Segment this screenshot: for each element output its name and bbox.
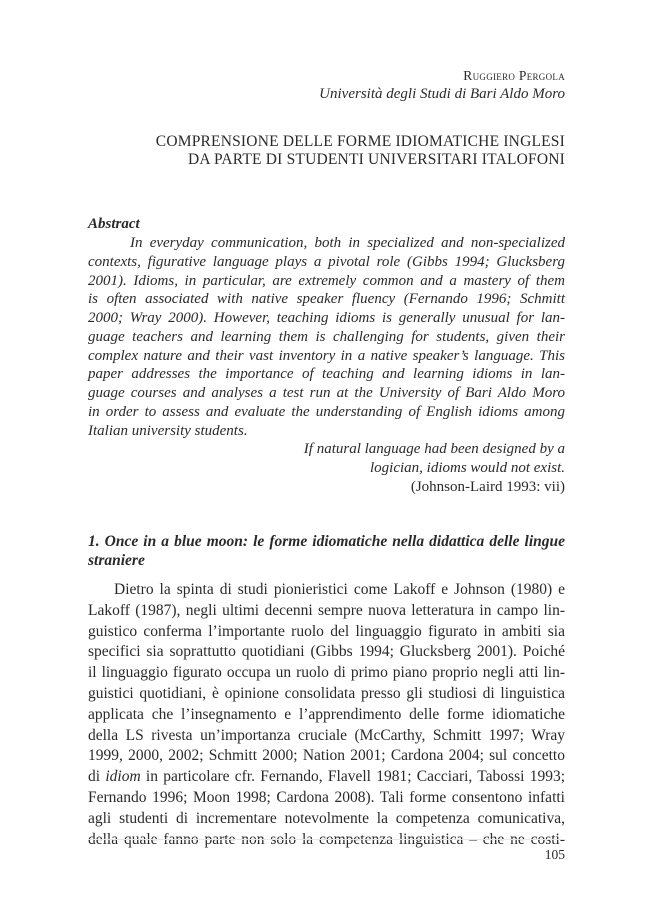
abstract-line: 2000; Wray 2000). However, teaching idioms is generally unusual for lan- <box>88 310 565 326</box>
body-line <box>88 767 565 788</box>
epigraph-line: If natural language had been designed by a <box>303 441 565 457</box>
section-body <box>88 580 565 850</box>
body-line: il linguaggio figurato occupa un ruolo di primo piano proprio negli atti lin- <box>88 664 565 682</box>
abstract-line: contexts, figurative language plays a pivotal role (Gibbs 1994; Glucksberg <box>88 253 565 270</box>
body-line: guistico conferma l’importante ruolo del linguaggio figurato in ambiti sia <box>88 622 565 640</box>
abstract-line: guage courses and analyses a test run at the University of Bari Aldo Moro <box>88 385 565 401</box>
section-heading-line: straniere <box>88 552 145 569</box>
section-heading-line: 1. Once in a blue moon: le forme idiomatiche nella didattica delle lingue <box>88 533 565 550</box>
author-name: Ruggiero Pergola <box>463 68 565 83</box>
italic-term: idiom <box>105 768 141 786</box>
body-line: della quale fanno parte non solo la competenza linguistica – che ne costi- <box>88 830 565 848</box>
epigraph <box>265 440 565 497</box>
section-heading <box>88 532 565 570</box>
paper-page <box>88 0 565 910</box>
abstract-text <box>88 234 565 440</box>
author-affiliation: Università degli Studi di Bari Aldo Moro <box>319 86 565 102</box>
abstract-line: paper addresses the importance of teaching and learning idioms in lan- <box>88 366 565 383</box>
abstract-line: is often associated with native speaker fluency (Fernando 1996; Schmitt <box>88 291 565 308</box>
abstract-line: complex nature and their vast inventory in a native speaker’s language. This <box>88 347 565 364</box>
abstract-line: Italian university students. <box>88 422 248 439</box>
abstract-line: guage teachers and learning them is challenging for students, given their <box>88 328 565 345</box>
body-line: Dietro la spinta di studi pionieristici come Lakoff e Johnson (1980) e <box>114 581 565 598</box>
title-line: COMPRENSIONE DELLE FORME IDIOMATICHE INGLESI <box>155 133 565 150</box>
body-line: della LS rivesta un’importanza cruciale (McCarthy, Schmitt 1997; Wray <box>88 726 565 744</box>
abstract-heading: Abstract <box>88 216 140 232</box>
title-line: DA PARTE DI STUDENTI UNIVERSITARI ITALOFONI <box>187 151 565 168</box>
page-number: 105 <box>544 847 565 862</box>
body-line: Fernando 1996; Moon 1998; Cardona 2008). Tali forme consentono infatti <box>88 788 565 806</box>
abstract-line: in order to assess and evaluate the understanding of English idioms among <box>88 403 565 420</box>
epigraph-citation: (Johnson-Laird 1993: vii) <box>410 479 565 495</box>
body-line: agli studenti di incrementare notevolmente la competenza comunicativa, <box>88 809 565 827</box>
body-line: Lakoff (1987), negli ultimi decenni sempre nuova letteratura in campo lin- <box>88 601 565 619</box>
body-line: 1999, 2000, 2002; Schmitt 2000; Nation 2001; Cardona 2004; sul concetto <box>88 747 565 765</box>
paper-title <box>95 133 565 169</box>
body-text-run: di <box>88 768 106 786</box>
body-line: specifici sia soprattutto quotidiani (Gibbs 1994; Glucksberg 2001). Poiché <box>88 643 565 661</box>
footer-divider <box>88 839 565 840</box>
epigraph-line: logician, idioms would not exist. <box>370 460 565 476</box>
body-line: applicata che l’insegnamento e l’apprendimento delle forme idiomatiche <box>88 705 565 723</box>
abstract-line: In everyday communication, both in specialized and non-specialized <box>130 235 565 251</box>
body-text-run: in particolare cfr. Fernando, Flavell 1981; Cacciari, Tabossi 1993; <box>140 768 565 786</box>
abstract-line: 2001). Idioms, in particular, are extremely common and a mastery of them <box>88 272 565 289</box>
body-line: guistici quotidiani, è opinione consolidata presso gli studiosi di linguistica <box>88 684 565 702</box>
